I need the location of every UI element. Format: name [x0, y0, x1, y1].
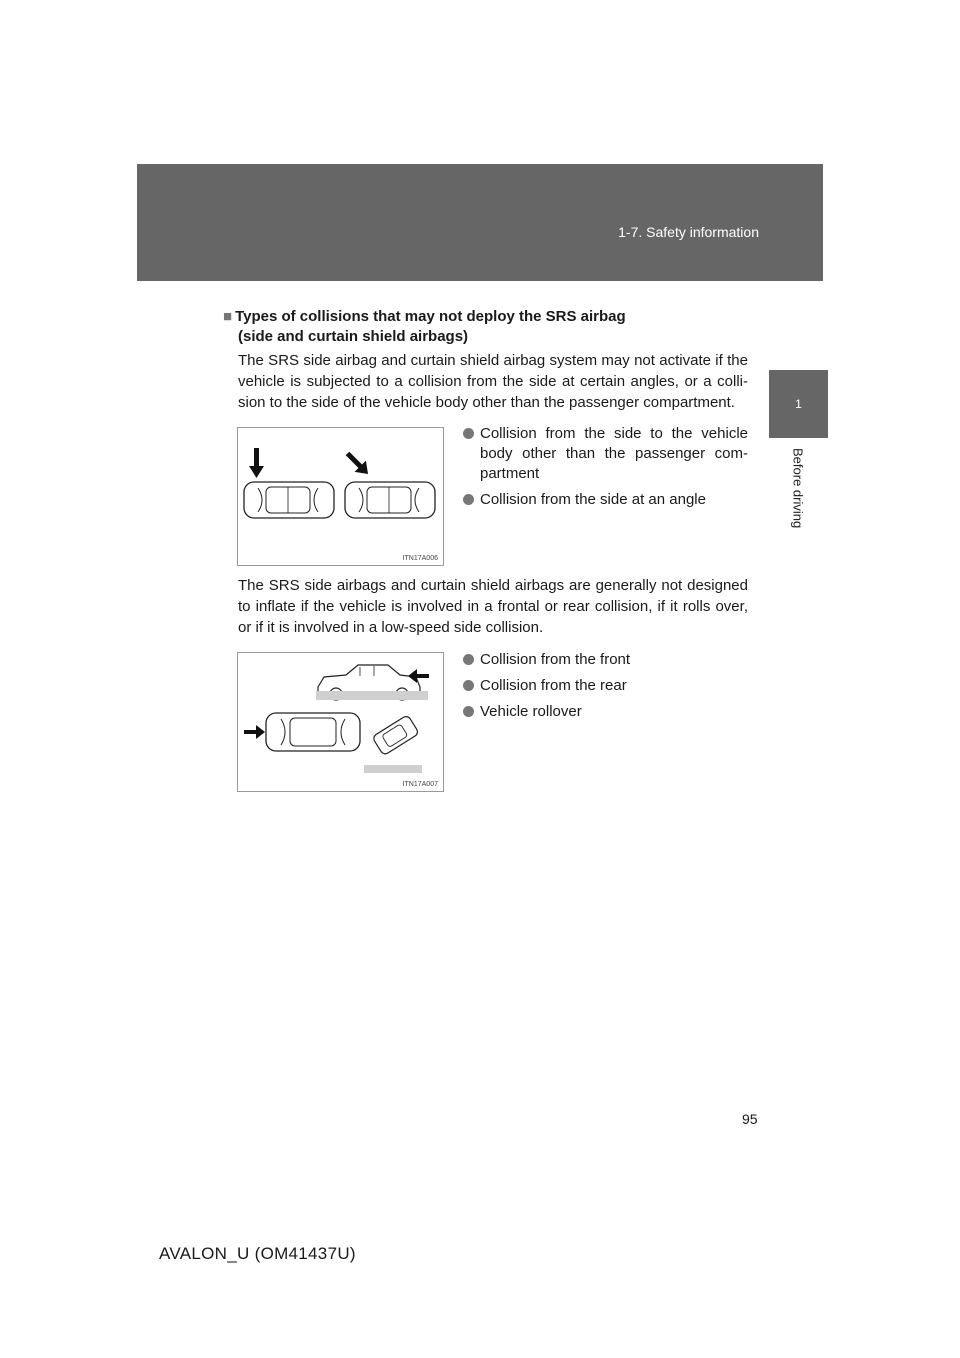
bullet-dot-icon [463, 494, 474, 505]
page-number: 95 [742, 1111, 758, 1127]
list-item: Collision from the side to the vehicle body other than the passenger com-partment [463, 424, 748, 484]
arrow-down-icon [249, 448, 264, 478]
header-section-title: 1-7. Safety information [618, 224, 759, 240]
list-item: Collision from the rear [463, 676, 748, 696]
bullet-list-front-rear [463, 650, 748, 728]
list-item: Collision from the side at an angle [463, 490, 748, 510]
arrow-diagonal-icon [342, 448, 374, 480]
car-rollover-icon [372, 715, 419, 756]
section-title-line2: (side and curtain shield airbags) [238, 328, 469, 345]
bullet-dot-icon [463, 680, 474, 691]
paragraph-side-angle: The SRS side airbag and curtain shield airbag system may not activate if the vehicle is subjected to a collision from the side at certain angles, or a colli-sion to the side of the vehicle body other than the passenger compartment. [238, 352, 748, 411]
section-title-line1: Types of collisions that may not deploy the SRS airbag [235, 308, 626, 325]
figure-code: ITN17A006 [402, 555, 438, 562]
figure-code: ITN17A007 [402, 781, 438, 788]
side-collision-illustration [238, 428, 443, 565]
bullet-dot-icon [463, 706, 474, 717]
list-item: Vehicle rollover [463, 702, 748, 722]
list-item: Collision from the front [463, 650, 748, 670]
section-marker: ■ [223, 308, 233, 325]
figure-front-rear-rollover [237, 652, 444, 792]
page-header [137, 164, 823, 281]
paragraph-not-designed: The SRS side airbags and curtain shield airbags are generally not designed to inflate if the vehicle is involved in a frontal or rear collision, if it rolls over, or if it is involved in a low-speed side collision. [238, 577, 748, 636]
chapter-tab [769, 370, 828, 438]
road-surface [364, 765, 422, 773]
bullet-list-side [463, 424, 748, 516]
chapter-number: 1 [795, 397, 802, 411]
footer-manual-code: AVALON_U (OM41437U) [159, 1244, 356, 1263]
car-top-view-icon [345, 482, 435, 518]
section-title [223, 307, 743, 347]
figure-side-collisions [237, 427, 444, 566]
bullet-dot-icon [463, 654, 474, 665]
arrow-right-icon [244, 725, 265, 739]
road-surface [316, 691, 428, 700]
bullet-dot-icon [463, 428, 474, 439]
car-top-view-icon [266, 713, 360, 751]
front-rear-rollover-illustration [238, 653, 443, 791]
chapter-label-text: Before driving [790, 448, 806, 529]
car-top-view-icon [244, 482, 334, 518]
chapter-label [772, 448, 824, 558]
